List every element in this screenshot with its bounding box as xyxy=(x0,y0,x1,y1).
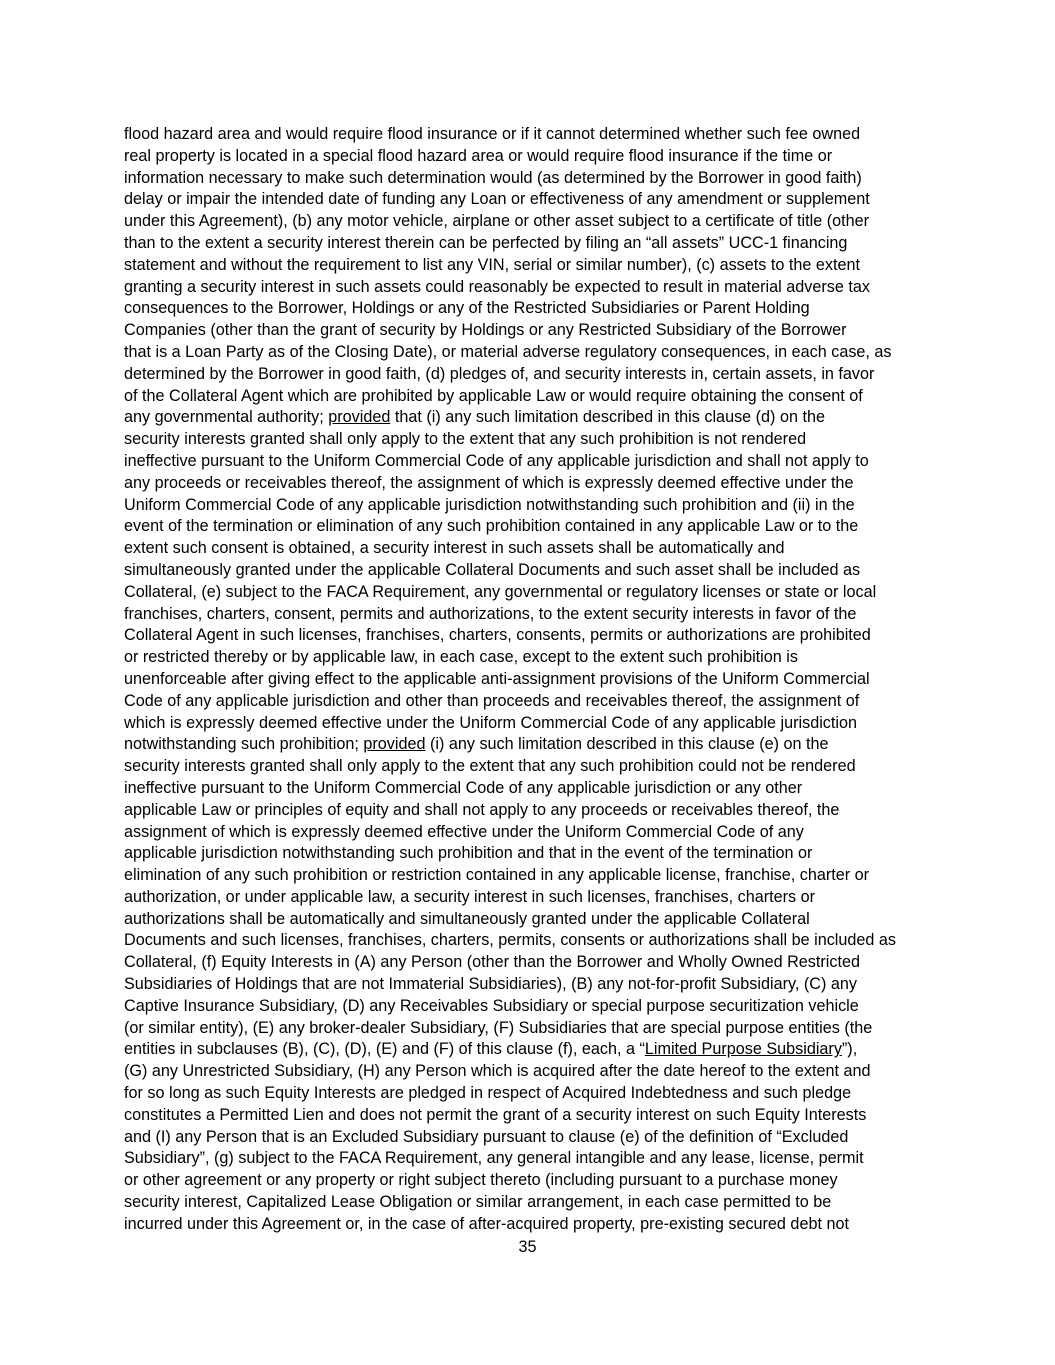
text-line: extent such consent is obtained, a security interest in such assets shall be automatically and xyxy=(124,539,785,558)
text-segment: (i) any such limitation described in this clause (e) on the xyxy=(425,735,829,754)
text-line: Documents and such licenses, franchises, charters, permits, consents or authorizations shall be included as xyxy=(124,931,896,950)
page-number: 35 xyxy=(518,1238,537,1256)
text-line: security interests granted shall only apply to the extent that any such prohibition could not be rendered xyxy=(124,757,856,776)
text-line: for so long as such Equity Interests are pledged in respect of Acquired Indebtedness and such pledge xyxy=(124,1084,852,1103)
text-line: unenforceable after giving effect to the applicable anti-assignment provisions of the Uniform Commercial xyxy=(124,669,870,688)
text-segment: ”), xyxy=(841,1040,858,1059)
underlined-term: provided xyxy=(328,408,391,427)
text-line: security interests granted shall only apply to the extent that any such prohibition is not rendered xyxy=(124,430,807,449)
text-line: ineffective pursuant to the Uniform Commercial Code of any applicable jurisdiction or any other xyxy=(124,778,803,797)
text-line: ineffective pursuant to the Uniform Commercial Code of any applicable jurisdiction and shall not apply to xyxy=(124,451,869,470)
text-line: incurred under this Agreement or, in the case of after-acquired property, pre-existing secured debt not xyxy=(124,1214,849,1233)
text-segment: entities in subclauses (B), (C), (D), (E) and (F) of this clause (f), each, a “ xyxy=(124,1040,645,1059)
text-segment: notwithstanding such prohibition; xyxy=(124,735,364,754)
text-line: simultaneously granted under the applicable Collateral Documents and such asset shall be included as xyxy=(124,560,861,579)
text-line xyxy=(124,407,939,429)
text-line: (or similar entity), (E) any broker-dealer Subsidiary, (F) Subsidiaries that are special purpose entities (the xyxy=(124,1018,873,1037)
text-line: of the Collateral Agent which are prohibited by applicable Law or would require obtaining the consent of xyxy=(124,386,863,405)
text-line: Code of any applicable jurisdiction and other than proceeds and receivables thereof, the assignment of xyxy=(124,691,860,710)
text-line: Collateral, (e) subject to the FACA Requirement, any governmental or regulatory licenses or state or local xyxy=(124,582,877,601)
text-line: applicable Law or principles of equity and shall not apply to any proceeds or receivables thereof, the xyxy=(124,800,840,819)
text-line: applicable jurisdiction notwithstanding such prohibition and that in the event of the termination or xyxy=(124,844,813,863)
text-line: or other agreement or any property or right subject thereto (including pursuant to a purchase money xyxy=(124,1171,838,1190)
text-line: which is expressly deemed effective under the Uniform Commercial Code of any applicable jurisdiction xyxy=(124,713,857,732)
text-line: Uniform Commercial Code of any applicable jurisdiction notwithstanding such prohibition and (ii) in the xyxy=(124,495,855,514)
text-line: any proceeds or receivables thereof, the assignment of which is expressly deemed effective under the xyxy=(124,473,854,492)
text-line: granting a security interest in such assets could reasonably be expected to result in material adverse tax xyxy=(124,277,870,296)
text-line: assignment of which is expressly deemed effective under the Uniform Commercial Code of any xyxy=(124,822,804,841)
text-line: Companies (other than the grant of security by Holdings or any Restricted Subsidiary of the Borrower xyxy=(124,321,847,340)
text-line: information necessary to make such determination would (as determined by the Borrower in good faith) xyxy=(124,168,862,187)
text-line: Collateral, (f) Equity Interests in (A) any Person (other than the Borrower and Wholly Owned Restricted xyxy=(124,953,860,972)
underlined-term: provided xyxy=(363,735,426,754)
text-line: delay or impair the intended date of funding any Loan or effectiveness of any amendment or supplement xyxy=(124,190,870,209)
text-line: Subsidiary”, (g) subject to the FACA Requirement, any general intangible and any lease, license, permit xyxy=(124,1149,864,1168)
text-line: under this Agreement), (b) any motor vehicle, airplane or other asset subject to a certificate of title (other xyxy=(124,212,869,231)
text-line: security interest, Capitalized Lease Obligation or similar arrangement, in each case permitted to be xyxy=(124,1193,832,1212)
text-line: flood hazard area and would require flood insurance or if it cannot determined whether such fee owned xyxy=(124,125,861,143)
text-line: event of the termination or elimination of any such prohibition contained in any applicable Law or to the xyxy=(124,517,859,536)
text-line: authorization, or under applicable law, a security interest in such licenses, franchises, charters or xyxy=(124,887,816,906)
underlined-term: Limited Purpose Subsidiary xyxy=(644,1040,842,1059)
text-line: franchises, charters, consent, permits and authorizations, to the extent security interests in favor of the xyxy=(124,604,857,623)
text-line: or restricted thereby or by applicable law, in each case, except to the extent such prohibition is xyxy=(124,648,798,667)
body-paragraph xyxy=(124,124,939,1236)
text-line: Subsidiaries of Holdings that are not Immaterial Subsidiaries), (B) any not-for-profit Subsidiary, (C) any xyxy=(124,975,857,994)
text-line xyxy=(124,1039,939,1061)
text-line: elimination of any such prohibition or restriction contained in any applicable license, franchise, charter or xyxy=(124,866,870,885)
text-line: than to the extent a security interest therein can be perfected by filing an “all assets” UCC-1 financing xyxy=(124,233,848,252)
text-line: real property is located in a special flood hazard area or would require flood insurance if the time or xyxy=(124,146,833,165)
text-line: Collateral Agent in such licenses, franchises, charters, consents, permits or authorizations are prohibited xyxy=(124,626,871,645)
text-line: and (I) any Person that is an Excluded Subsidiary pursuant to clause (e) of the definition of “Excluded xyxy=(124,1127,849,1146)
text-line xyxy=(124,734,939,756)
text-segment: any governmental authority; xyxy=(124,408,329,427)
text-line: statement and without the requirement to list any VIN, serial or similar number), (c) assets to the extent xyxy=(124,255,860,274)
text-line: determined by the Borrower in good faith, (d) pledges of, and security interests in, certain assets, in favor xyxy=(124,364,875,383)
text-line: constitutes a Permitted Lien and does not permit the grant of a security interest on such Equity Interests xyxy=(124,1105,867,1124)
text-line: authorizations shall be automatically and simultaneously granted under the applicable Collateral xyxy=(124,909,810,928)
text-line: consequences to the Borrower, Holdings or any of the Restricted Subsidiaries or Parent Holding xyxy=(124,299,810,318)
text-line: (G) any Unrestricted Subsidiary, (H) any Person which is acquired after the date hereof to the extent and xyxy=(124,1062,871,1081)
text-segment: that (i) any such limitation described in this clause (d) on the xyxy=(390,408,825,427)
text-line: that is a Loan Party as of the Closing Date), or material adverse regulatory consequences, in each case, as xyxy=(124,342,892,361)
text-line: Captive Insurance Subsidiary, (D) any Receivables Subsidiary or special purpose securitization vehicle xyxy=(124,996,859,1015)
